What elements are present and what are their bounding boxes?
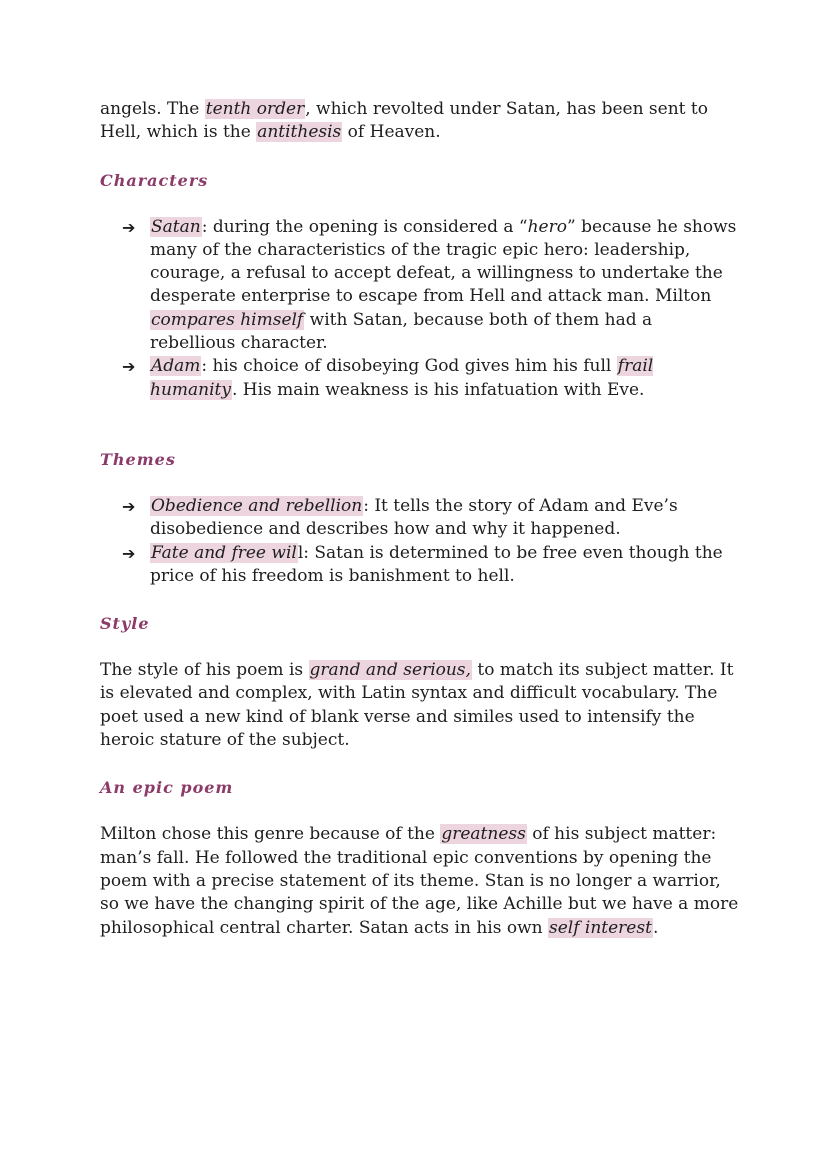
heading-style: Style — [100, 614, 150, 634]
highlight: antithesis — [257, 122, 342, 143]
list-item — [122, 216, 740, 356]
arrow-icon: ➔ — [122, 543, 136, 563]
list-item — [122, 542, 740, 589]
highlight: tenth order — [205, 99, 305, 119]
text: , which revolted under Satan, has been sent to Hell, which is the — [100, 99, 708, 143]
text: of his subject matter: man’s fall. He followed the traditional epic conventions by opening the poem with a precise statement of its theme. Stan is no longer a warrior, so we have the changing spirit of the age, like Achille but we have a more philosophical central charter. Satan acts in his own — [100, 824, 739, 938]
style-paragraph — [100, 659, 740, 752]
characters-list — [100, 216, 740, 402]
text: l: Satan is determined to be free even though the price of his freedom is banishment to hell. — [150, 542, 723, 586]
text: to match its subject matter. It is elevated and complex, with Latin syntax and difficult vocabulary. The poet used a new kind of blank verse and similes used to intensify the heroic stature of the subject. — [100, 660, 734, 751]
highlight: compares himself — [151, 309, 304, 330]
intro-paragraph — [100, 98, 740, 145]
highlight: Fate and free wil — [151, 542, 297, 563]
arrow-icon: ➔ — [122, 496, 136, 516]
highlight: frail humanity — [150, 356, 654, 400]
text: Milton chose this genre because of the — [100, 824, 441, 845]
text: : during the opening is considered a “ — [201, 216, 528, 237]
text: . — [652, 917, 659, 938]
document-content — [100, 98, 740, 940]
arrow-icon: ➔ — [122, 357, 136, 377]
text: . His main weakness is his infatuation with Eve. — [231, 379, 645, 400]
heading-characters: Characters — [100, 170, 209, 190]
highlight: Obedience and rebellion — [151, 495, 363, 516]
text: angels. The — [100, 99, 205, 119]
heading-epic-poem: An epic poem — [100, 778, 234, 798]
epic-paragraph — [100, 823, 740, 939]
highlight: grand and serious, — [309, 660, 471, 681]
highlight: Adam — [151, 356, 201, 377]
text: The style of his poem is — [100, 660, 309, 681]
list-item — [122, 355, 740, 402]
highlight: self interest — [548, 917, 652, 938]
text: with Satan, because both of them had a rebellious character. — [150, 309, 653, 354]
text: of Heaven. — [342, 122, 441, 143]
text: : It tells the story of Adam and Eve’s disobedience and describes how and why it happened. — [150, 495, 678, 540]
text: ” because he shows many of the characteristics of the tragic epic hero: leadership, courage, a refusal to accept defeat, a willingness to undertake the desperate enterprise to escape from Hell and attack man. Milton — [150, 216, 737, 307]
italic-text: hero — [527, 216, 567, 237]
arrow-icon: ➔ — [122, 217, 136, 237]
themes-list — [100, 495, 740, 588]
highlight: greatness — [441, 824, 526, 845]
list-item — [122, 495, 740, 542]
highlight: Satan — [151, 216, 201, 237]
text: : his choice of disobeying God gives him his full — [201, 356, 617, 377]
heading-themes: Themes — [100, 449, 176, 469]
